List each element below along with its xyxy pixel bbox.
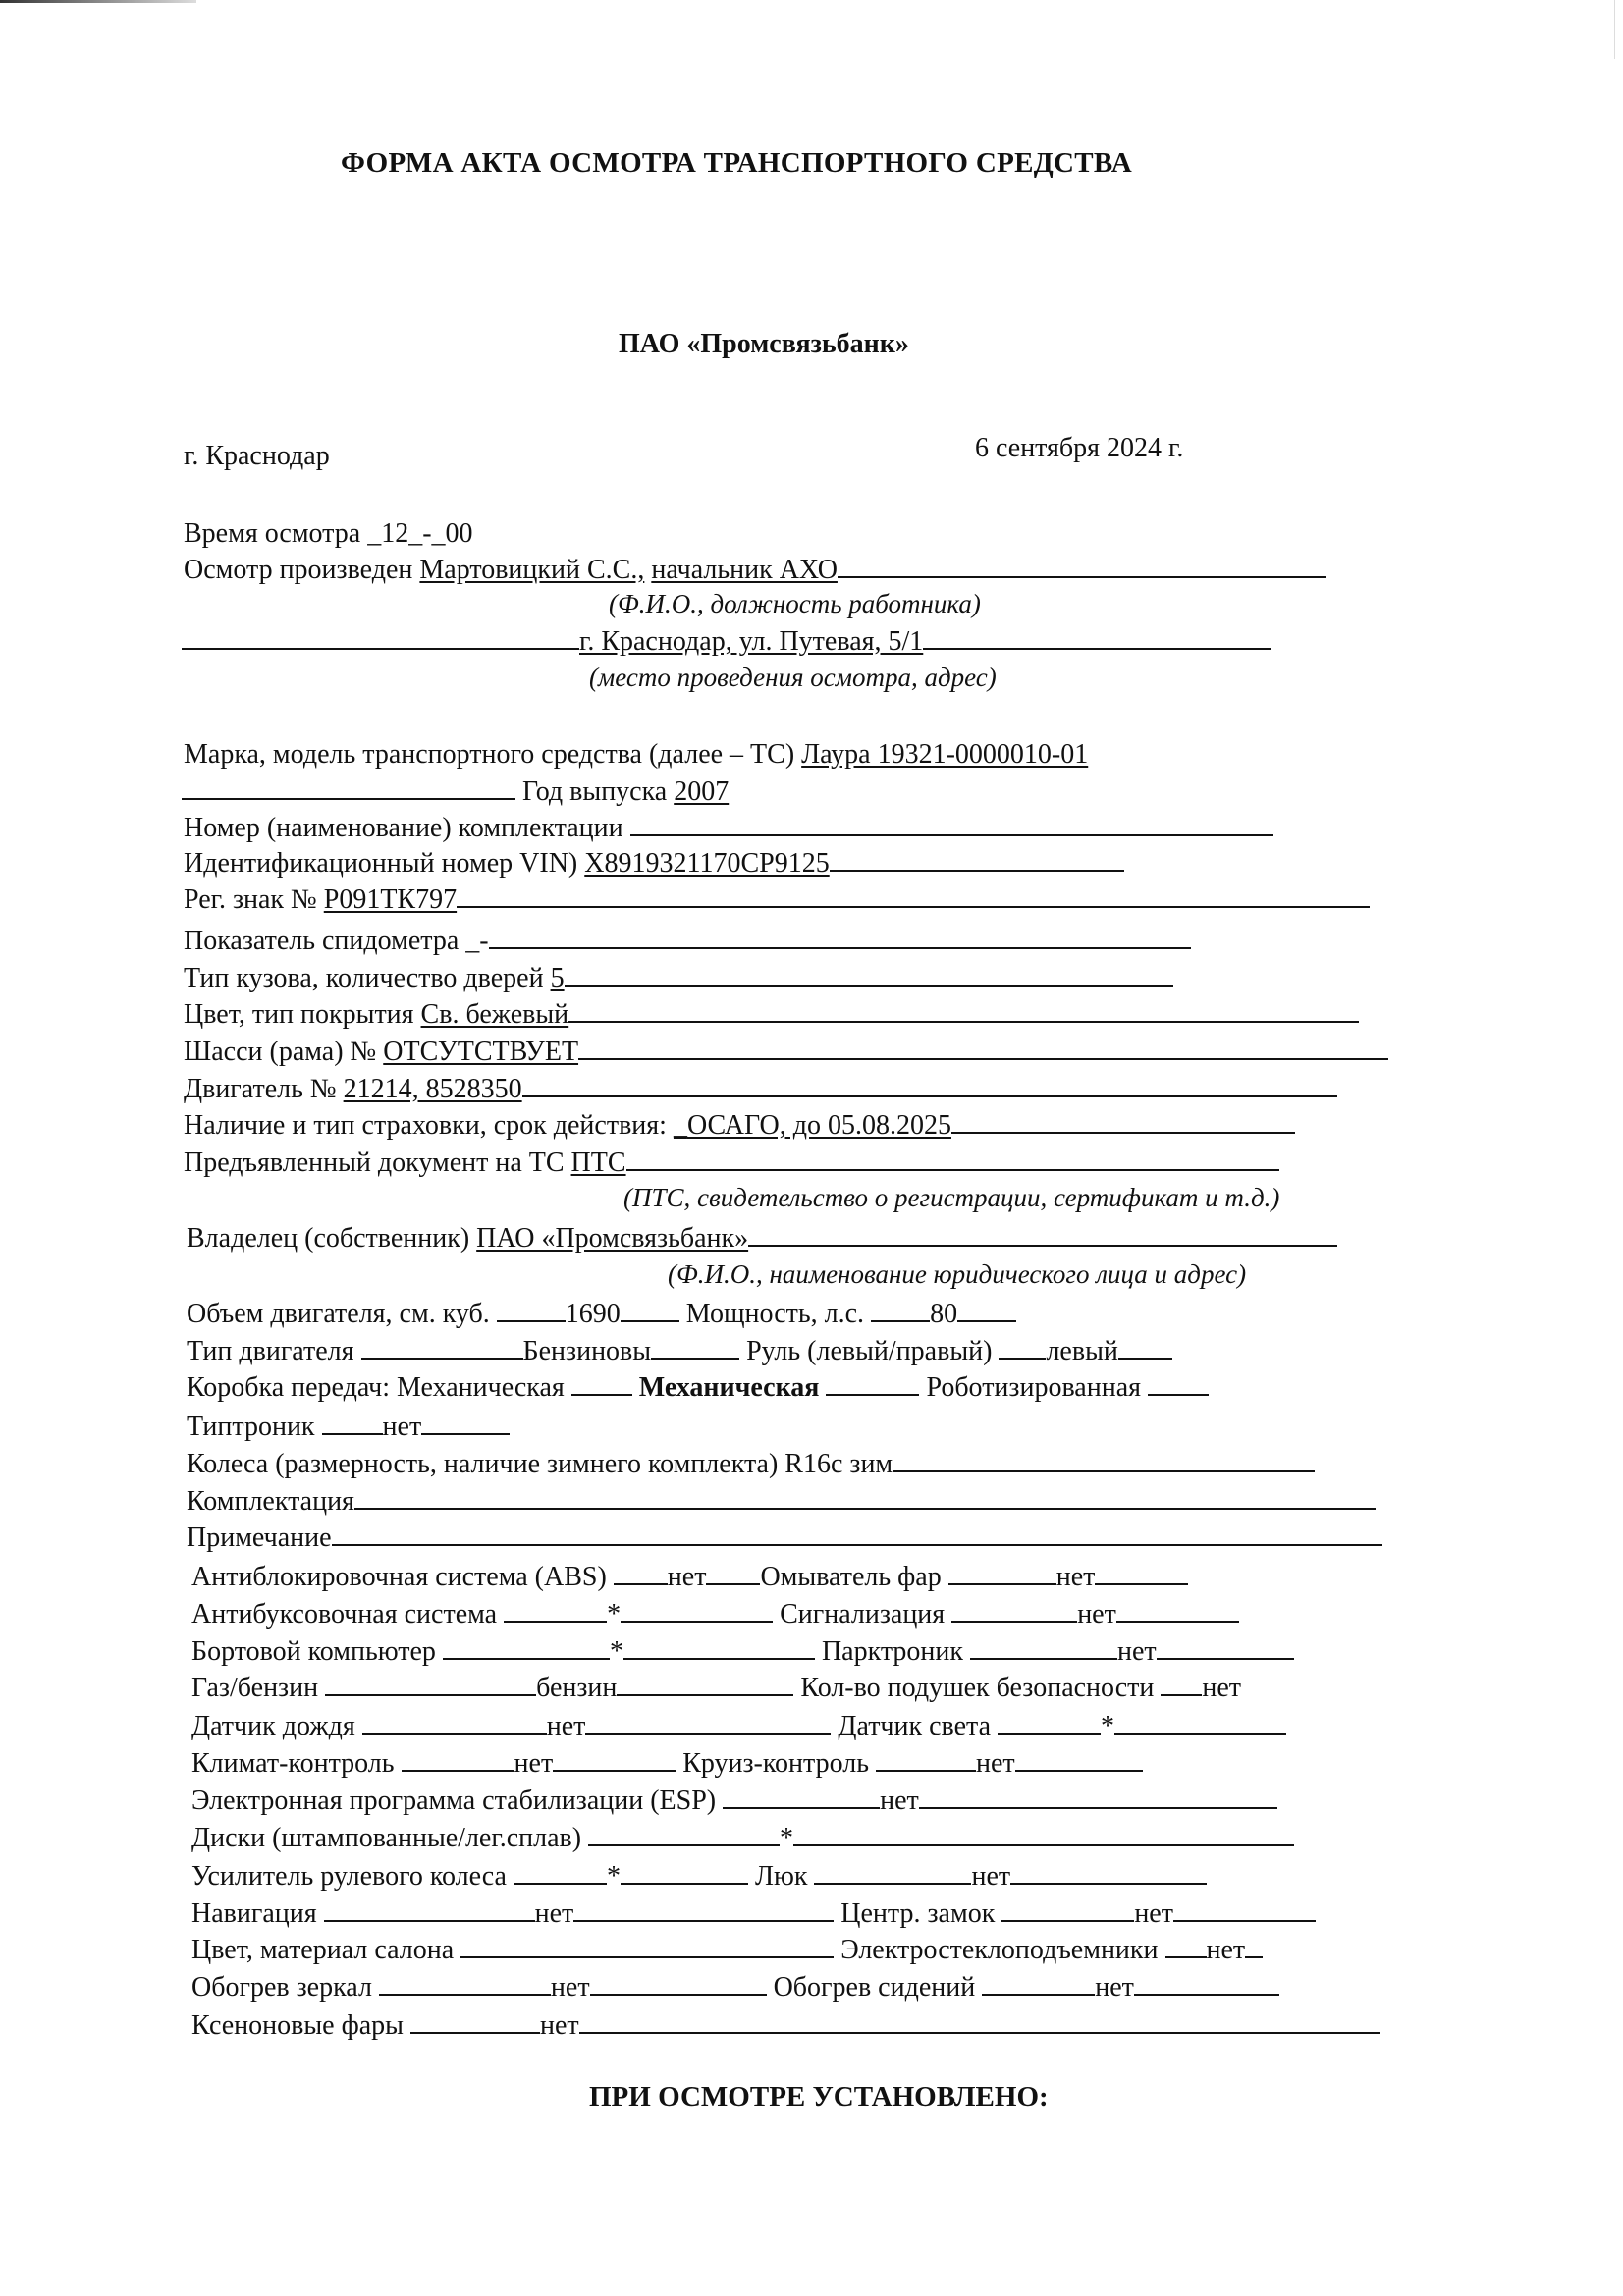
note-row bbox=[187, 1522, 1382, 1555]
inspector-hint: (Ф.И.О., должность работника) bbox=[609, 589, 981, 618]
mirror-heat-value[interactable]: нет bbox=[550, 1972, 590, 2002]
blank-line bbox=[893, 1449, 1315, 1472]
central-lock-value[interactable]: нет bbox=[1134, 1898, 1173, 1929]
computer-label: Бортовой компьютер bbox=[191, 1636, 436, 1667]
xenon-label: Ксеноновые фары bbox=[191, 2010, 404, 2041]
blank-line bbox=[573, 1898, 834, 1922]
sunroof-label: Люк bbox=[754, 1861, 808, 1892]
blank-line bbox=[621, 1299, 679, 1322]
blank-line bbox=[951, 1599, 1077, 1623]
steering-value[interactable]: левый bbox=[1046, 1336, 1118, 1366]
climate-value[interactable]: нет bbox=[514, 1748, 554, 1779]
blank-line bbox=[421, 1412, 510, 1435]
inspector-row bbox=[184, 554, 1326, 587]
time-hours[interactable]: 12 bbox=[381, 518, 409, 549]
blank-line bbox=[568, 999, 1359, 1023]
blank-line bbox=[982, 1972, 1095, 1996]
seat-heat-value[interactable]: нет bbox=[1095, 1972, 1134, 2002]
engine-type-value[interactable]: Бензиновы bbox=[522, 1336, 652, 1366]
blank-line bbox=[871, 1299, 930, 1322]
power-label: Мощность, л.с. bbox=[685, 1299, 865, 1329]
mirror-heat-label: Обогрев зеркал bbox=[191, 1972, 372, 2002]
organization-name: ПАО «Промсвязьбанк» bbox=[619, 329, 909, 359]
wheels-row bbox=[187, 1448, 1315, 1481]
navigation-label: Навигация bbox=[191, 1898, 317, 1929]
parktronic-value[interactable]: нет bbox=[1116, 1636, 1157, 1667]
reg-row bbox=[184, 883, 1370, 917]
equipment-field[interactable] bbox=[354, 1486, 1376, 1510]
vin-label: Идентификационный номер VIN) bbox=[184, 848, 578, 879]
rain-value[interactable]: нет bbox=[546, 1711, 586, 1741]
year-row bbox=[182, 775, 729, 809]
inspector-label: Осмотр произведен bbox=[184, 555, 413, 585]
vin-row bbox=[184, 847, 1124, 881]
blank-line bbox=[361, 1336, 523, 1360]
chassis-row bbox=[184, 1036, 1388, 1069]
wheels-label: Колеса (размерность, наличие зимнего комплекта) bbox=[187, 1449, 779, 1479]
color-label: Цвет, тип покрытия bbox=[184, 999, 414, 1030]
blank-line bbox=[443, 1636, 610, 1660]
blank-line bbox=[919, 1786, 1277, 1809]
trim-field[interactable] bbox=[630, 813, 1273, 836]
power-steering-value[interactable]: * bbox=[606, 1861, 621, 1892]
blank-line bbox=[514, 1861, 607, 1885]
abs-label: Антиблокировочная система (ABS) bbox=[191, 1562, 607, 1592]
traction-label: Антибуксовочная система bbox=[191, 1599, 498, 1629]
blank-line bbox=[814, 1861, 971, 1885]
year-label: Год выпуска bbox=[522, 776, 668, 807]
note-label: Примечание bbox=[187, 1522, 332, 1553]
steering-label: Руль (левый/правый) bbox=[746, 1336, 993, 1366]
make-model-value[interactable]: Лаура 19321-0000010-01 bbox=[801, 739, 1089, 770]
feature-row bbox=[191, 1897, 1316, 1931]
feature-row bbox=[191, 1747, 1143, 1781]
central-lock-label: Центр. замок bbox=[840, 1898, 996, 1929]
owner-hint: (Ф.И.О., наименование юридического лица и адрес) bbox=[668, 1259, 1247, 1289]
equipment-label: Комплектация bbox=[187, 1486, 354, 1517]
blank-line bbox=[590, 1972, 767, 1996]
place-value[interactable]: г. Краснодар, ул. Путевая, 5/1 bbox=[579, 626, 924, 657]
blank-line bbox=[588, 1823, 780, 1846]
displacement-value[interactable]: 1690 bbox=[565, 1299, 621, 1329]
scan-edge-mark bbox=[1614, 0, 1615, 59]
feature-row bbox=[191, 1860, 1207, 1894]
feature-row bbox=[191, 1785, 1277, 1818]
color-value[interactable]: Св. бежевый bbox=[420, 999, 569, 1030]
feature-row bbox=[191, 1672, 1241, 1705]
blank-line bbox=[626, 1148, 1279, 1171]
odometer-label: Показатель спидометра bbox=[184, 926, 460, 956]
feature-row bbox=[191, 1971, 1279, 2004]
gearbox-row bbox=[187, 1371, 1209, 1405]
alarm-value[interactable]: нет bbox=[1077, 1599, 1116, 1629]
note-field[interactable] bbox=[332, 1522, 1382, 1546]
document-label: Предъявленный документ на ТС bbox=[184, 1148, 565, 1178]
blank-line bbox=[970, 1636, 1117, 1660]
rims-value[interactable]: * bbox=[780, 1823, 794, 1853]
blank-line bbox=[324, 1898, 535, 1922]
tiptronic-row bbox=[187, 1411, 510, 1444]
light-value[interactable]: * bbox=[1101, 1711, 1115, 1741]
navigation-value[interactable]: нет bbox=[534, 1898, 574, 1929]
blank-line bbox=[948, 1562, 1056, 1585]
airbags-label: Кол-во подушек безопасности bbox=[800, 1673, 1155, 1703]
blank-line bbox=[951, 1110, 1295, 1134]
feature-row bbox=[191, 1598, 1239, 1631]
blank-line bbox=[651, 1336, 739, 1360]
blank-line bbox=[623, 1636, 815, 1660]
reg-value[interactable]: Р091ТК797 bbox=[323, 884, 458, 915]
blank-line bbox=[410, 2010, 540, 2034]
year-value[interactable]: 2007 bbox=[674, 776, 730, 807]
blank-line bbox=[1165, 1935, 1207, 1958]
traction-value[interactable]: * bbox=[607, 1599, 622, 1629]
make-model-row bbox=[184, 738, 1088, 772]
blank-line bbox=[489, 926, 1191, 949]
gearbox-selected[interactable]: Механическая bbox=[638, 1372, 820, 1403]
blank-line bbox=[571, 1372, 632, 1396]
fuel-value[interactable]: бензин bbox=[536, 1673, 618, 1703]
blank-line bbox=[553, 1748, 676, 1772]
color-row bbox=[184, 998, 1359, 1032]
fuel-label: Газ/бензин bbox=[191, 1673, 319, 1703]
trim-label: Номер (наименование) комплектации bbox=[184, 813, 623, 843]
document-date: 6 сентября 2024 г. bbox=[975, 433, 1184, 463]
equipment-row bbox=[187, 1485, 1376, 1519]
wheels-value[interactable]: R16c зим bbox=[784, 1449, 893, 1479]
body-value[interactable]: 5 bbox=[550, 963, 565, 993]
tiptronic-value[interactable]: нет bbox=[382, 1412, 422, 1442]
climate-label: Климат-контроль bbox=[191, 1748, 395, 1779]
blank-line bbox=[830, 848, 1124, 872]
blank-line bbox=[325, 1673, 536, 1696]
computer-value[interactable]: * bbox=[609, 1636, 623, 1667]
feature-row bbox=[191, 2009, 1380, 2043]
place-row bbox=[182, 625, 1271, 659]
headlight-washer-label: Омыватель фар bbox=[760, 1562, 942, 1592]
engine-type-row bbox=[187, 1335, 1172, 1368]
section-heading: ПРИ ОСМОТРЕ УСТАНОВЛЕНО: bbox=[589, 2081, 1049, 2112]
gearbox-label: Коробка передач: Механическая bbox=[187, 1372, 565, 1403]
blank-line bbox=[182, 626, 579, 650]
document-value[interactable]: ПТС bbox=[570, 1148, 626, 1178]
owner-value[interactable]: ПАО «Промсвязьбанк» bbox=[476, 1223, 749, 1254]
blank-line bbox=[826, 1372, 919, 1396]
windows-label: Электростеклоподъемники bbox=[840, 1935, 1159, 1965]
blank-line bbox=[923, 626, 1271, 650]
gearbox-robot-option[interactable]: Роботизированная bbox=[926, 1372, 1142, 1403]
reg-label: Рег. знак № bbox=[184, 884, 317, 915]
make-model-label: Марка, модель транспортного средства (далее – ТС) bbox=[184, 739, 795, 770]
inspector-name[interactable]: Мартовицкий С.С., bbox=[419, 555, 645, 585]
tiptronic-label: Типтроник bbox=[187, 1412, 315, 1442]
cruise-label: Круиз-контроль bbox=[682, 1748, 869, 1779]
engine-type-label: Тип двигателя bbox=[187, 1336, 354, 1366]
engine-no-label: Двигатель № bbox=[184, 1074, 337, 1104]
feature-row bbox=[191, 1561, 1188, 1594]
blank-line bbox=[621, 1599, 773, 1623]
light-label: Датчик света bbox=[838, 1711, 992, 1741]
blank-line bbox=[998, 1711, 1101, 1735]
blank-line bbox=[1118, 1336, 1172, 1360]
place-hint: (место проведения осмотра, адрес) bbox=[589, 663, 997, 692]
feature-row bbox=[191, 1710, 1286, 1743]
feature-row bbox=[191, 1635, 1294, 1669]
blank-line bbox=[999, 1336, 1046, 1360]
blank-line bbox=[504, 1599, 607, 1623]
trim-row bbox=[184, 812, 1273, 845]
abs-value[interactable]: нет bbox=[667, 1562, 707, 1592]
blank-line bbox=[1114, 1711, 1286, 1735]
blank-line bbox=[957, 1299, 1016, 1322]
city: г. Краснодар bbox=[184, 441, 330, 471]
blank-line bbox=[706, 1562, 760, 1585]
body-label: Тип кузова, количество дверей bbox=[184, 963, 544, 993]
feature-row bbox=[191, 1934, 1263, 1967]
cruise-value[interactable]: нет bbox=[976, 1748, 1015, 1779]
rain-label: Датчик дождя bbox=[191, 1711, 355, 1741]
blank-line bbox=[876, 1748, 976, 1772]
blank-line bbox=[1095, 1562, 1188, 1585]
vin-value[interactable]: X8919321170CP9125 bbox=[584, 848, 830, 879]
blank-line bbox=[1010, 1861, 1207, 1885]
insurance-row: Наличие и тип страховки, срок действия: _ОСАГО, до 05.08.2025 bbox=[184, 1109, 1295, 1143]
blank-line bbox=[793, 1823, 1294, 1846]
blank-line bbox=[1173, 1898, 1316, 1922]
xenon-value[interactable]: нет bbox=[540, 2010, 579, 2041]
blank-line bbox=[1001, 1898, 1134, 1922]
inspector-position[interactable]: начальник АХО bbox=[651, 555, 838, 585]
blank-line bbox=[1245, 1935, 1263, 1958]
owner-label: Владелец (собственник) bbox=[187, 1223, 470, 1254]
blank-line bbox=[1116, 1599, 1239, 1623]
chassis-label: Шасси (рама) № bbox=[184, 1037, 377, 1067]
scan-edge-mark bbox=[0, 0, 196, 3]
blank-line bbox=[621, 1861, 748, 1885]
blank-line bbox=[1015, 1748, 1143, 1772]
esp-label: Электронная программа стабилизации (ESP) bbox=[191, 1786, 717, 1816]
blank-line bbox=[614, 1562, 668, 1585]
airbags-value[interactable]: нет bbox=[1202, 1673, 1242, 1703]
blank-line bbox=[182, 776, 515, 800]
interior-field[interactable] bbox=[460, 1935, 834, 1958]
insurance-value[interactable]: ОСАГО, до 05.08.2025 bbox=[686, 1110, 951, 1141]
blank-line bbox=[1134, 1972, 1279, 1996]
blank-line bbox=[579, 2010, 1380, 2034]
feature-row bbox=[191, 1822, 1294, 1855]
blank-line bbox=[362, 1711, 547, 1735]
chassis-value[interactable]: ОТСУТСТВУЕТ bbox=[383, 1037, 579, 1067]
blank-line bbox=[497, 1299, 566, 1322]
alarm-label: Сигнализация bbox=[780, 1599, 946, 1629]
time-minutes[interactable]: 00 bbox=[445, 518, 473, 549]
engine-no-value[interactable]: 21214, 8528350 bbox=[343, 1074, 522, 1104]
power-value[interactable]: 80 bbox=[930, 1299, 958, 1329]
blank-line bbox=[748, 1223, 1337, 1247]
windows-value[interactable]: нет bbox=[1206, 1935, 1246, 1965]
document-hint: (ПТС, свидетельство о регистрации, сертификат и т.д.) bbox=[623, 1183, 1280, 1212]
blank-line bbox=[565, 963, 1173, 987]
power-steering-label: Усилитель рулевого колеса bbox=[191, 1861, 507, 1892]
document-title: ФОРМА АКТА ОСМОТРА ТРАНСПОРТНОГО СРЕДСТВА bbox=[341, 147, 1132, 179]
blank-line bbox=[578, 1037, 1388, 1060]
insurance-label: Наличие и тип страховки, срок действия: bbox=[184, 1110, 667, 1141]
engine-no-row bbox=[184, 1073, 1337, 1106]
blank-line bbox=[585, 1711, 831, 1735]
blank-line bbox=[402, 1748, 514, 1772]
blank-line bbox=[457, 884, 1370, 908]
blank-line bbox=[838, 555, 1326, 578]
blank-line bbox=[1157, 1636, 1294, 1660]
esp-value[interactable]: нет bbox=[880, 1786, 919, 1816]
blank-line bbox=[723, 1786, 880, 1809]
sunroof-value[interactable]: нет bbox=[971, 1861, 1011, 1892]
blank-line bbox=[522, 1074, 1337, 1097]
inspection-time-row: Время осмотра _12_-_00 bbox=[184, 518, 473, 549]
displacement-row bbox=[187, 1298, 1016, 1331]
rims-label: Диски (штампованные/лег.сплав) bbox=[191, 1823, 582, 1853]
blank-line bbox=[1161, 1673, 1202, 1696]
blank-line bbox=[1148, 1372, 1209, 1396]
displacement-label: Объем двигателя, см. куб. bbox=[187, 1299, 490, 1329]
document-row bbox=[184, 1147, 1279, 1180]
time-label: Время осмотра bbox=[184, 518, 361, 549]
blank-line bbox=[379, 1972, 551, 1996]
owner-row bbox=[187, 1222, 1337, 1255]
body-row bbox=[184, 962, 1173, 995]
interior-label: Цвет, материал салона bbox=[191, 1935, 455, 1965]
blank-line bbox=[617, 1673, 793, 1696]
odometer-row: Показатель спидометра _- bbox=[184, 925, 1191, 958]
seat-heat-label: Обогрев сидений bbox=[773, 1972, 976, 2002]
parktronic-label: Парктроник bbox=[821, 1636, 963, 1667]
odometer-value[interactable]: - bbox=[479, 926, 489, 956]
blank-line bbox=[322, 1412, 383, 1435]
headlight-washer-value[interactable]: нет bbox=[1055, 1562, 1096, 1592]
